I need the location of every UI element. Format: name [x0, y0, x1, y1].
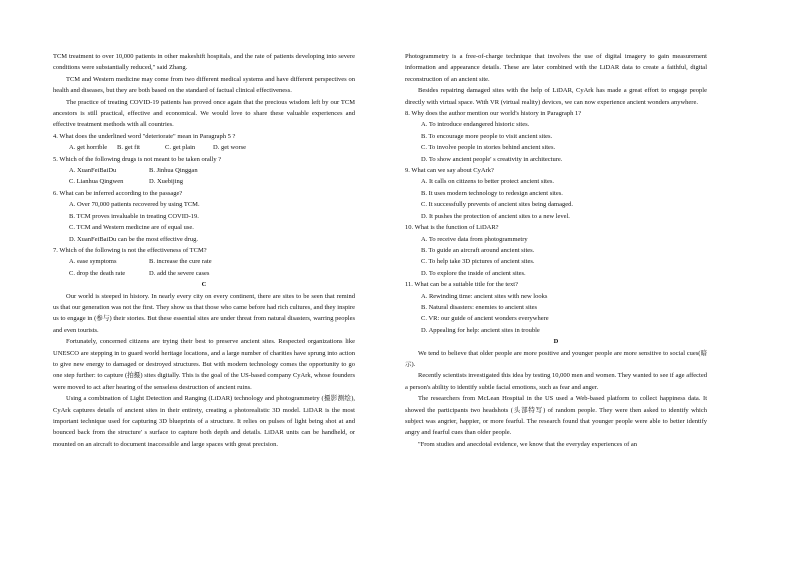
option-a: A. To receive data from photogrammetry	[421, 235, 528, 243]
option-a: A. To introduce endangered historic sites.	[421, 121, 530, 129]
option-c: C. drop the death rate	[69, 269, 126, 277]
option-c: C. To involve people in stories behind ancient sites.	[421, 144, 556, 152]
option-b: B. To guide an aircraft around ancient sites.	[421, 246, 535, 254]
option-b: B. Natural disasters: enemies to ancient sites	[421, 303, 538, 311]
passage-paragraph: TCM treatment to over 10,000 patients in other makeshift hospitals, and the rate of patients developing into severe conditions were substantially reduced," said Zhang.	[53, 53, 355, 72]
option-a: A. It calls on citizens to better protect ancient sites.	[421, 178, 555, 186]
passage-paragraph: The practice of treating COVID-19 patients has proved once again that the precious wisdom left by our TCM ancestors is still practical, effective and economical. We would love to share these valuable experiences and effective treatment methods with all countries.	[53, 98, 355, 129]
passage-paragraph: Our world is steeped in history. In nearly every city on every continent, there are sites to be seen that remind us that our generation was not the first. They show us that those who came before had rich cultures, and they inspire us to engage in (参与) their stories. But these essential sites are under threat from natural disasters, warring peoples and even tourists.	[53, 292, 355, 334]
option-a: A. Over 70,000 patients recovered by using TCM.	[69, 201, 200, 209]
passage-paragraph: Besides repairing damaged sites with the help of LiDAR, CyArk has made a great effort to engage people directly with virtual space. With VR (virtual reality) devices, we can now experience ancient wonders anywhere.	[405, 87, 707, 106]
question-4: 4. What does the underlined word "deteriorate" mean in Paragraph 5 ?	[53, 132, 236, 140]
option-c: C. TCM and Western medicine are of equal use.	[69, 224, 194, 232]
option-c: C. get plain	[165, 144, 196, 152]
question-7: 7. Which of the following is not the effectiveness of TCM?	[53, 246, 207, 254]
option-b: B. get fit	[117, 144, 140, 152]
option-d: D. It pushes the protection of ancient sites to a new level.	[421, 212, 570, 220]
question-7-options	[53, 256, 355, 267]
question-7-options	[53, 268, 355, 279]
question-6: 6. What can be inferred according to the passage?	[53, 189, 183, 197]
question-8: 8. Why does the author mention our world's history in Paragraph 1?	[405, 110, 582, 118]
right-column	[405, 51, 707, 450]
passage-paragraph: The researchers from McLean Hospital in the US used a Web-based platform to collect happiness data. It showed the participants two headshots (头部特写) of random people. They were then asked to identify which subject was angrier, happier, or more fearful. The research found that younger people were able to better identify angry and fearful cues than older people.	[405, 395, 707, 437]
option-c: C. VR: our guide of ancient wonders everywhere	[421, 315, 549, 323]
question-11: 11. What can be a suitable title for the text?	[405, 281, 518, 289]
question-5-options	[53, 165, 355, 176]
option-b: B. It uses modern technology to redesign ancient sites.	[421, 189, 563, 197]
option-a: A. Rewinding time: ancient sites with new looks	[421, 292, 548, 300]
option-d: D. To show ancient people' s creativity in architecture.	[421, 155, 563, 163]
question-9: 9. What can we say about CyArk?	[405, 167, 494, 175]
passage-paragraph: Recently scientists investigated this idea by testing 10,000 men and women. They wanted to see if age affected a person's ability to identify subtle facial emotions, such as fear and anger.	[405, 372, 707, 391]
option-c: C. To help take 3D pictures of ancient sites.	[421, 258, 535, 266]
passage-paragraph: TCM and Western medicine may come from two different medical systems and have different perspectives on health and diseases, but they are both based on the standard of factual clinical effectiveness.	[53, 75, 355, 95]
section-heading-d: D	[553, 338, 559, 346]
question-5: 5. Which of the following drugs is not meant to be taken orally ?	[53, 155, 222, 163]
option-d: D. XuanFeiBaiDu can be the most effective drug.	[69, 235, 198, 243]
option-b: B. To encourage more people to visit ancient sites.	[421, 132, 553, 140]
option-b: B. TCM proves invaluable in treating COVID-19.	[69, 212, 199, 220]
option-a: A. ease symptoms	[69, 258, 117, 266]
option-a: A. get horrible	[69, 144, 108, 152]
option-c: C. Lianhua Qingwen	[69, 178, 124, 186]
passage-paragraph: Using a combination of Light Detection and Ranging (LiDAR) technology and photogrammetry (摄影测绘), CyArk captures details of ancient sites in their entirety, creating a photorealistic 3D model. LiDAR is the most important technique used for capturing 3D blueprints of a structure. It relies on pulses of light being shot at and bounced back from the structure' s surface to capture both depth and details. LiDAR units can be handheld, or mounted on an aircraft to document inaccessible and large spaces with great precision.	[53, 395, 355, 448]
passage-paragraph: We tend to believe that older people are more positive and younger people are more sensitive to social cues(暗示).	[405, 349, 707, 368]
option-d: D. Appealing for help: ancient sites in trouble	[421, 326, 540, 334]
option-b: B. Jinhua Qinggan	[149, 167, 198, 175]
option-b: B. increase the cure rate	[149, 258, 212, 266]
option-d: D. To explore the inside of ancient sites.	[421, 269, 526, 277]
passage-paragraph: Photogrammetry is a free-of-charge technique that involves the use of digital imagery to gain measurement information and appearance details. These are later combined with the LiDAR data to create a faithful, digital reconstruction of an ancient site.	[405, 53, 707, 83]
passage-paragraph: Fortunately, concerned citizens are trying their best to preserve ancient sites. Respected organizations like UNESCO are stepping in to guard world heritage locations, and a large number of charities have sprung into action to give new energy to damaged or destroyed structures. But with modern technology comes the opportunity to go one step further: to capture (拍摄) sites digitally. This is the goal of the US-based company CyArk, whose founders were moved to act after hearing of the senseless destruction of ancient ruins.	[53, 338, 355, 391]
question-4-options	[53, 142, 355, 153]
option-d: D. get worse	[213, 144, 247, 152]
section-heading-c: C	[201, 281, 207, 289]
option-d: D. add the severe cases	[149, 269, 210, 277]
option-d: D. Xuebijing	[149, 178, 183, 186]
left-column	[53, 51, 355, 450]
option-a: A. XuanFeiBaiDu	[69, 167, 117, 175]
question-10: 10. What is the function of LiDAR?	[405, 224, 499, 232]
question-5-options	[53, 176, 355, 187]
passage-paragraph: "From studies and anecdotal evidence, we know that the everyday experiences of an	[418, 440, 638, 448]
option-c: C. It successfully prevents of ancient sites being damaged.	[421, 201, 573, 209]
